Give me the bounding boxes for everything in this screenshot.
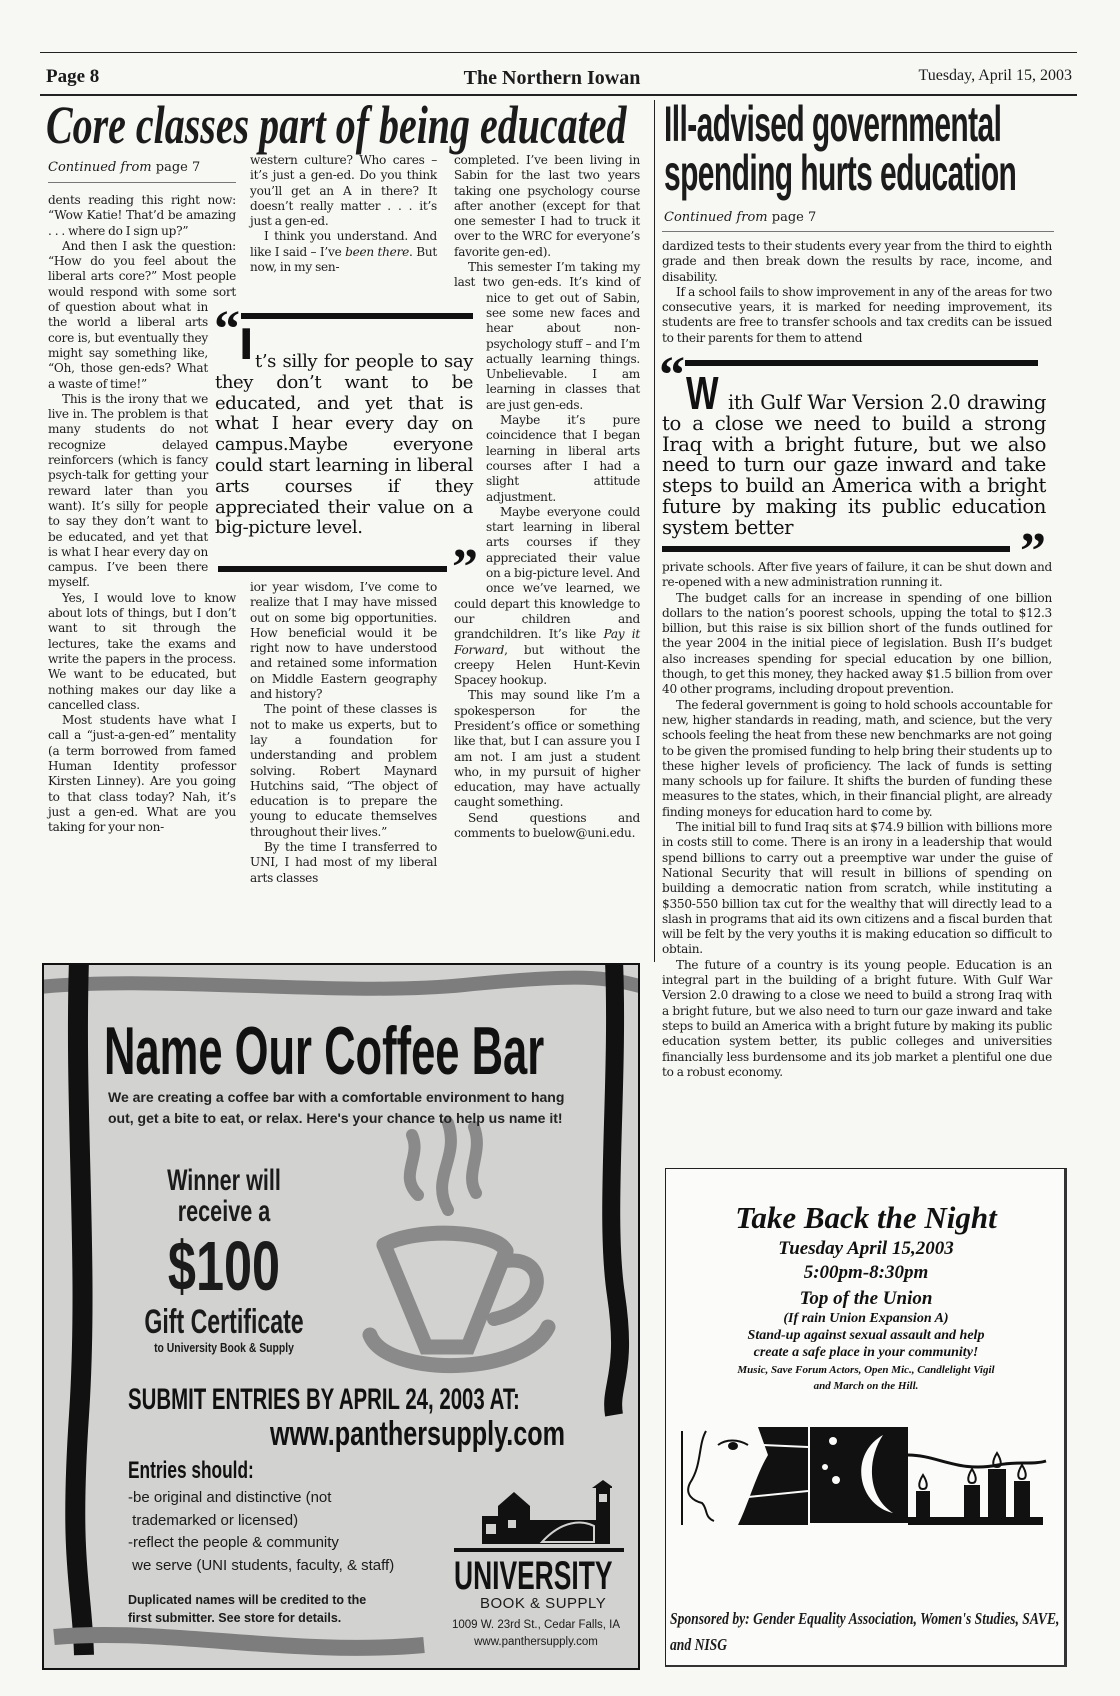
paragraph [454,688,640,810]
issue-date: Tuesday, April 15, 2003 [918,67,1072,84]
paragraph [250,229,437,275]
close-quote-mark: ” [1020,523,1046,580]
coffee-cup-icon [356,1115,556,1375]
open-quote-mark: “ [659,347,685,404]
text-run: By the time I transferred to UNI, I had most of my liberal arts classes [250,840,437,885]
article2-headline [664,96,1017,201]
continued-rule [48,182,236,183]
paragraph [250,840,437,886]
newspaper-name: The Northern Iowan [463,67,641,89]
article1-column-1 [48,193,236,835]
prize-line: receive a [177,1195,271,1228]
submit-deadline: SUBMIT ENTRIES BY APRIL 24, 2003 AT: [128,1383,520,1416]
prize-amount: $100 [167,1227,281,1305]
italic-text-run: Pay it Forward [454,627,640,657]
text-run: Most students have what I call a “just-a-gen-ed” mentality (a term borrowed from famed Human Identity professor Kirsten Linney). Are you going to that class today? Nah, it’s just a gen-ed. What are you taking for your non- [48,713,236,835]
prize-line: to University Book & Supply [154,1340,294,1355]
text-run: , but without the creepy Helen Hunt-Kevin Spacey hookup. [454,642,640,688]
university-logo [454,1480,630,1610]
prize-line: Winner will [167,1164,281,1197]
text-run: ior year wisdom, I’ve come to realize that I may have missed out on some big opportunities. How beneficial would it be right now to have understood and retained some information on Middle Eastern geography and history? [250,580,437,702]
logo-university: UNIVERSITY [454,1554,613,1598]
continued-prefix: Continued from [48,160,152,175]
close-quote-mark: ” [452,539,478,596]
article2-text-top [662,239,1052,346]
text-run: completed. I’ve been living in Sabin for the last two years taking one psychology course after another (except for that one semester I had to truck it over to the WRC for everyone’s favorite gen-ed). [454,153,640,259]
text-run: The federal government is going to hold schools accountable for new, higher standards in reading, math, and science, but the very schools feeling the heat from these new benchmarks are not going to be given the promised funding to help bring their students up to these higher levels of proficiency. The lack of funds is setting many schools up for failure. It shifts the burden of funding these measures to the states, which, in their financial plight, are already finding moneys for education hard to come by. [662,697,1052,819]
text-run: The budget calls for an increase in spending of one billion dollars to the nation’s poorest schools, upping the total to $12.3 billion, but this raise is six billion short of the funds outlined for the year 2004 in the initial piece of legislation. Bush II’s budget also increases spending for special education by one billion, though, to get this money, they hacked away $1.5 billion from over 40 other programs, including dropout prevention. [662,590,1052,697]
text-run: private schools. After five years of failure, it can be shut down and re-opened with a new administration running it. [662,560,1052,590]
text-run: . But now, in my sen- [250,244,437,275]
event-activities: Music, Save Forum Actors, Open Mic., Candlelight Vigil [737,1364,995,1376]
italic-text-run: been there [345,244,410,259]
article1-headline [46,95,627,155]
paragraph [250,153,437,229]
headline-line-1: Ill-advised governmental [664,96,1002,152]
subtitle-line: We are creating a coffee bar with a comfortable environment to hang [108,1089,565,1105]
headline-line-2: spending hurts education [664,145,1017,201]
subtitle-line: out, get a bite to eat, or relax. Here's your chance to help us name it! [108,1110,563,1126]
coffee-bar-ad [42,963,640,1670]
address-web: www.panthersupply.com [474,1636,598,1648]
logo-book-supply: BOOK & SUPPLY [480,1595,607,1612]
text-run: dents reading this right now: “Wow Katie! That’d be amazing . . . where do I sign up?” [48,193,236,238]
text-run: Maybe everyone could start learning in liberal arts courses if they appreciated their value on a big-picture level. And once we’ve learned, we could depart this knowledge to our children and grandchildren. It’s like [454,504,640,642]
text-run: dardized tests to their students every year from the third to eighth grade and then break down the results by race, income, and disability. [662,239,1052,284]
article1-column-2-top [250,153,437,275]
night-vigil-illustration [678,1425,1048,1530]
text-run: This semester I’m taking my last two gen-eds. It’s kind of nice to get out of Sabin, see some new faces and hear about non-psychology stuff – and I’m actually learning things. Unbelievable. I am learning in classes that are just gen-eds. [454,260,640,412]
event-activities: and March on the Hill. [813,1380,919,1392]
pull-quote-dropcap: I [239,319,254,370]
wavy-top-stripe [44,978,638,989]
note-line: Duplicated names will be credited to the [128,1593,367,1607]
paragraph [662,591,1052,698]
paragraph [48,591,236,713]
paragraph [48,392,236,591]
entry-rule: we serve (UNI students, faculty, & staff) [128,1556,395,1574]
event-sponsors [670,1606,1059,1658]
note-line: first submitter. See store for details. [128,1611,342,1625]
article1-column-3 [454,153,640,841]
pull-quote-bottom-bar [218,566,447,572]
continued-from [664,210,816,225]
pull-quote-text: ith Gulf War Version 2.0 drawing to a close we need to build a strong Iraq with a bright future, but we also need to turn our gaze inward and take steps to build an America with a bright future by making its public education system better [662,391,1046,539]
wavy-bottom-stripe [54,1635,424,1648]
top-rule [40,52,1077,53]
paragraph [662,239,1052,285]
paragraph [662,820,1052,958]
campus-building-icon [482,1480,612,1546]
pull-quote-bottom-bar [662,546,1010,552]
text-run: The point of these classes is not to make us experts, but to lay a foundation for understanding and problem solving. Robert Maynard Hutchins said, “The object of education is to prepare the young to educate themselves throughout their lives.” [250,702,437,839]
text-run: This may sound like I’m a spokesperson for the President’s office or something like that, but I can assure you I am not. I am just a student who, in my pursuit of higher education, may have actually caught something. [454,688,640,810]
entries-heading: Entries should: [128,1457,254,1484]
paragraph [48,193,236,239]
paragraph [48,239,236,392]
event-slogan: create a safe place in your community! [753,1345,979,1360]
text-run: western culture? Who cares – it’s just a gen-ed. Do you think you’ll get an A in there? It doesn’t really matter . . . it’s just a gen-ed. [250,153,437,229]
text-run: And then I ask the question: “How do you feel about the liberal arts core?” Most people would respond with some sort of question about what in the world a liberal arts core is, but eventually they might say something like, “Oh, those gen-eds? What a waste of time!” [48,238,236,391]
prize-block [84,1165,364,1357]
continued-prefix: Continued from [664,210,768,225]
continued-from [48,160,200,175]
text-run: If a school fails to show improvement in any of the areas for two consecutive years, it is marked for needing improvement, its students are free to transfer schools and tax credits can be issued to their parents for them to attend [662,284,1052,345]
article1-column-2-bottom [250,580,437,886]
pull-quote-dropcap: W [686,367,719,419]
paragraph [454,811,640,842]
continued-rule [662,231,1054,232]
logo-rule [454,1548,624,1552]
store-address [436,1617,636,1651]
pull-quote-top-bar [685,360,1038,366]
column-divider [654,100,655,962]
paragraph [662,285,1052,346]
continued-page: page 7 [771,210,817,225]
ad-website: www.panthersupply.com [270,1415,565,1453]
entries-list [128,1487,448,1577]
entry-rule: -reflect the people & community [128,1534,339,1551]
event-date: Tuesday April 15,2003 [778,1238,954,1259]
text-run: Send questions and comments to buelow@uni.edu. [454,810,640,841]
pull-quote-text: t’s silly for people to say they don’t want to be educated, and yet that is what I hear every day on campus.Maybe everyone could start learning in liberal arts courses if they appreciated their value on a big-picture level. [215,351,473,539]
event-title: Take Back the Night [735,1200,997,1235]
page-number: Page 8 [46,66,100,87]
text-run: Yes, I would love to know about lots of things, but I don’t want to sit through the lectures, take the exams and write the papers in the process. We want to be educated, but nothing makes our day like a cancelled class. [48,590,236,712]
article2-text-bottom [662,560,1052,1080]
paragraph [250,580,437,702]
sponsors-line: and NISG [670,1635,728,1654]
paragraph [662,698,1052,820]
pull-quote-top-bar [241,313,473,319]
text-run: This is the irony that we live in. The problem is that many students do not recognize delayed reinforcers (which is fancy psych-talk for getting your reward later than you want). It’s silly for people to say they don’t want to be educated, and yet that is what I hear every day on campus. I’ve been there myself. [48,391,208,590]
text-run: The initial bill to fund Iraq sits at $74.9 billion with billions more in costs still to come. There is an irony in a leadership that would spend billions to carry out a preemptive war under the guise of National Security that will result in billions of spending on building a democratic nation from scratch, while instituting a $350-550 billion tax cut for the wealthy that will directly lead to a slash in programs that aid its own citizens and a fiscal burden that will be felt by the very youths it is making education so difficult to obtain. [662,820,1052,957]
entry-rule: -be original and distinctive (not [128,1489,332,1506]
event-place: Top of the Union [799,1288,933,1309]
paragraph [662,958,1052,1080]
wavy-left-band [75,965,84,1655]
paragraph [662,560,1052,591]
paragraph [454,153,640,260]
text-run: Maybe it’s pure coincidence that I began learning in liberal arts courses after I had a slight attitude adjustment. [486,413,640,504]
duplicate-note [128,1591,366,1627]
paragraph [48,713,236,835]
event-time: 5:00pm-8:30pm [803,1262,929,1283]
entry-rule: trademarked or licensed) [128,1511,299,1529]
text-run: The future of a country is its young people. Education is an integral part in the building of a bright future. With Gulf War Version 2.0 drawing to a close we need to build a strong Iraq with a bright future, but we also need to turn our gaze inward and take steps to build an America with a bright future by making its public education system better, its public colleges and universities financially less burdensome and its job market a plentiful one due to a robust economy. [662,957,1052,1079]
event-rain-location: (If rain Union Expansion A) [783,1311,949,1326]
paragraph [250,702,437,840]
ad-subtitle [108,1087,564,1129]
text-run: I think you understand. And like I said – I’ve [250,229,437,259]
continued-page: page 7 [155,160,201,175]
ad-title: Name Our Coffee Bar [104,1013,545,1089]
sponsors-line: Sponsored by: Gender Equality Association, Women's Studies, SAVE, [670,1609,1060,1628]
address-line: 1009 W. 23rd St., Cedar Falls, IA [451,1619,621,1631]
wavy-right-band [611,965,620,1415]
event-slogan: Stand-up against sexual assault and help [747,1328,985,1343]
open-quote-mark: “ [214,301,240,358]
prize-line: Gift Certificate [144,1303,304,1341]
headline-text: Core classes part of being educated [46,95,627,155]
